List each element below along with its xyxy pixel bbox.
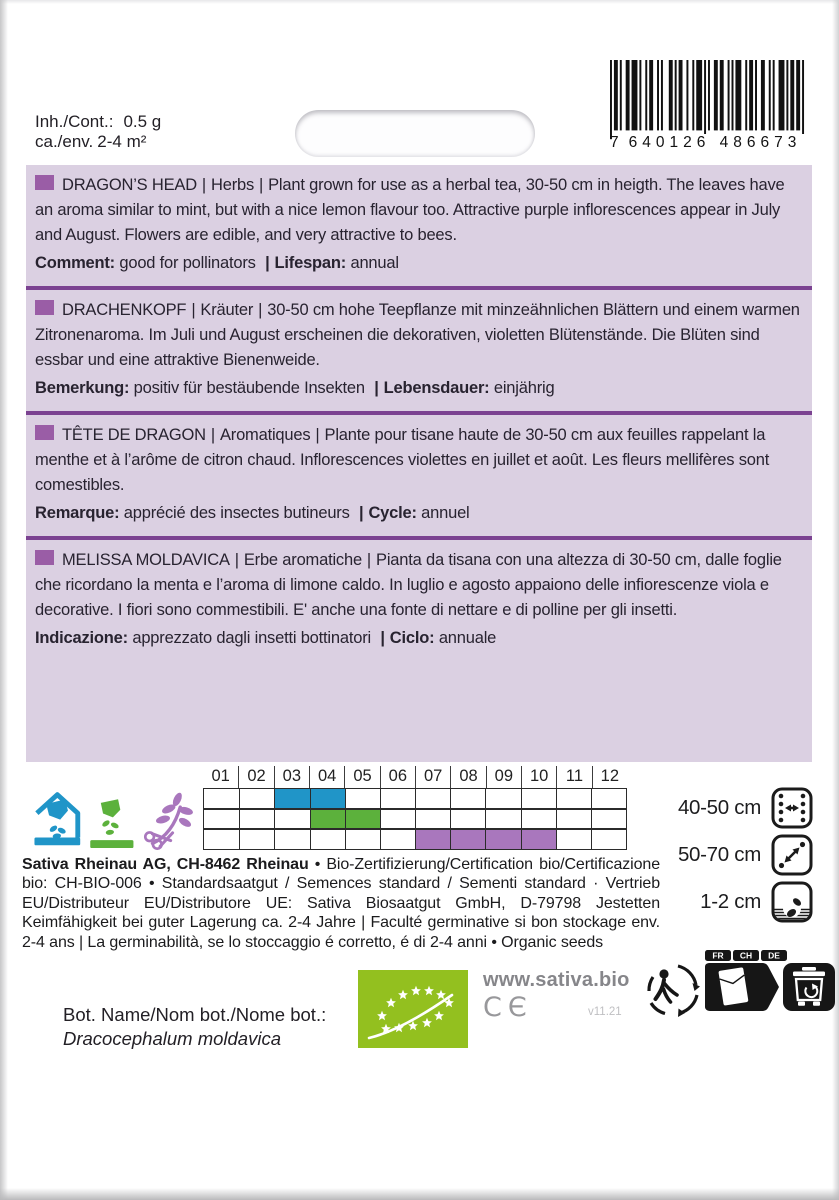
eu-leaf-stars-icon <box>358 970 468 1048</box>
disposal-tab-ch: CH <box>739 950 753 961</box>
description-en: Plant grown for use as a herbal tea, 30-50 cm in heigth. The leaves have an aroma similar to mint, but with a nice lemon flavour too. Attractive purple inflorescences appear in July and August. Flowers are edible, and very attractive to bees. <box>35 176 785 244</box>
separator: | <box>234 551 239 569</box>
category-en: Herbs <box>211 176 255 194</box>
calendar-cell <box>274 789 309 808</box>
barcode-digits-right: 486673 <box>715 134 806 152</box>
calendar-cell <box>521 830 556 849</box>
variety-title-it: MELISSA MOLDAVICA <box>62 551 230 569</box>
separator: | <box>258 301 263 319</box>
calendar-cell <box>485 789 520 808</box>
cycle-text: annuale <box>438 629 497 647</box>
separator: | <box>201 176 207 194</box>
botanical-name: Dracocephalum moldavica <box>63 1028 281 1049</box>
packet-edge-bottom <box>0 1188 839 1200</box>
note-text: apprécié des insectes butineurs <box>123 504 350 522</box>
barcode <box>610 60 806 152</box>
cycle-label: Lebensdauer: <box>383 379 490 397</box>
separator: | <box>210 426 215 444</box>
calendar-month-label: 03 <box>274 766 309 788</box>
description-it: Pianta da tisana con una altezza di 30-50 cm, dalle foglie che ricordano la menta e l’aroma di limone caldo. In luglio e agosto appaiono delle infiorescenze viola e decorative. I fiori sono commestibili. E' anche una fonte di nettare e di polline per gli insetti. <box>35 551 782 619</box>
calendar-month-header <box>203 766 627 788</box>
calendar-month-label: 09 <box>486 766 521 788</box>
packet-edge-top <box>0 0 839 4</box>
calendar-cell <box>415 789 450 808</box>
note-label: Bemerkung: <box>35 379 130 397</box>
calendar-cell <box>239 830 274 849</box>
separator: | <box>315 426 320 444</box>
separator: | <box>265 254 270 272</box>
calendar-month-label: 08 <box>450 766 485 788</box>
calendar-cell <box>591 810 626 829</box>
note-line-it <box>35 626 803 651</box>
section-bullet-icon <box>35 550 54 565</box>
cycle-text: einjährig <box>493 379 555 397</box>
category-it: Erbe aromatiche <box>243 551 362 569</box>
separator: | <box>191 301 196 319</box>
row-spacing-value: 40-50 cm <box>677 796 761 819</box>
hang-hole-cutout <box>295 110 535 157</box>
separator: | <box>380 629 385 647</box>
packet-edge-left <box>0 0 8 1200</box>
cycle-label: Lifespan: <box>274 254 347 272</box>
note-line-fr <box>35 501 803 526</box>
calendar-row-sowing-under-glass <box>204 789 626 810</box>
note-label: Indicazione: <box>35 629 128 647</box>
coverage-value: 2-4 m² <box>97 132 147 151</box>
packet-edge-right <box>832 0 839 1200</box>
calendar-cell <box>204 789 239 808</box>
website-url: www.sativa.bio <box>483 969 630 991</box>
calendar-cell <box>274 830 309 849</box>
variety-title-en: DRAGON’S HEAD <box>62 176 197 194</box>
content-value: 0.5 g <box>123 112 162 131</box>
description-de: 30-50 cm hohe Teepflanze mit minzeähnlichen Blättern und einem warmen Zitronenaroma. Im Juli und August erscheinen die dekorativen, violetten Blütenstände. Die Blüten sind essbar und eine attraktive Bienenweide. <box>35 301 800 369</box>
spec-row-spacing <box>664 785 814 831</box>
harvest-icon <box>141 789 193 850</box>
calendar-cell <box>591 789 626 808</box>
company-certification-text <box>22 855 660 952</box>
calendar-cell <box>556 789 591 808</box>
calendar-month-label: 01 <box>211 767 230 785</box>
plant-spacing-value: 50-70 cm <box>677 843 761 866</box>
section-english <box>26 165 812 286</box>
calendar-month-label: 12 <box>592 766 627 788</box>
disposal-tab-de: DE <box>768 950 780 961</box>
plant-spacing-icon <box>770 833 814 877</box>
calendar-cell <box>345 830 380 849</box>
calendar-cell <box>380 789 415 808</box>
calendar-cell <box>415 830 450 849</box>
calendar-legend-icons <box>33 784 193 850</box>
calendar-cell <box>521 810 556 829</box>
calendar-cell <box>450 810 485 829</box>
calendar-cell <box>521 789 556 808</box>
calendar-cell <box>310 830 345 849</box>
calendar-cell <box>450 830 485 849</box>
spec-sowing-depth <box>664 879 814 925</box>
cycle-label: Cycle: <box>368 504 417 522</box>
note-label: Remarque: <box>35 504 120 522</box>
note-text: good for pollinators <box>119 254 256 272</box>
calendar-row-harvest <box>204 830 626 849</box>
barcode-digits <box>610 134 806 152</box>
calendar-cell <box>556 810 591 829</box>
cycle-text: annual <box>350 254 399 272</box>
coverage-label: ca./env. <box>35 132 94 151</box>
description-block <box>26 165 812 762</box>
calendar-month-label: 07 <box>415 766 450 788</box>
note-line-en <box>35 251 803 276</box>
section-italian <box>26 540 812 661</box>
calendar-cell <box>239 810 274 829</box>
barcode-digits-left: 640126 <box>624 134 715 152</box>
variety-title-de: DRACHENKOPF <box>62 301 187 319</box>
calendar-cell <box>345 810 380 829</box>
separator: | <box>366 551 372 569</box>
sowing-under-glass-icon <box>33 788 82 850</box>
company-name: Sativa Rheinau AG, CH-8462 Rheinau <box>22 856 309 873</box>
spec-plant-spacing <box>664 832 814 878</box>
ce-mark: CЄ <box>483 992 533 1023</box>
note-line-de <box>35 376 803 401</box>
content-info <box>35 112 161 152</box>
calendar-month-label: 10 <box>521 766 556 788</box>
cycle-label: Ciclo: <box>389 629 435 647</box>
calendar-month-label: 04 <box>309 766 344 788</box>
description-fr: Plante pour tisane haute de 30-50 cm aux feuilles rappelant la menthe et à l’arôme de citron chaud. Inflorescences violettes en juillet et août. Les fleurs mellifères sont comestibles. <box>35 426 770 494</box>
separator: | <box>374 379 379 397</box>
section-bullet-icon <box>35 425 54 440</box>
calendar-row-direct-sowing <box>204 810 626 831</box>
calendar-cell <box>310 810 345 829</box>
calendar-cell <box>415 810 450 829</box>
category-de: Kräuter <box>200 301 254 319</box>
calendar-cell <box>380 830 415 849</box>
variety-title-fr: TÊTE DE DRAGON <box>62 426 206 444</box>
eu-organic-logo <box>358 970 468 1048</box>
note-text: apprezzato dagli insetti bottinatori <box>132 629 371 647</box>
calendar-cell <box>485 810 520 829</box>
calendar-month-label: 05 <box>344 766 379 788</box>
calendar-cell <box>450 789 485 808</box>
section-bullet-icon <box>35 300 54 315</box>
calendar-cell <box>591 830 626 849</box>
section-german <box>26 290 812 411</box>
separator: | <box>359 504 364 522</box>
calendar-cell <box>274 810 309 829</box>
calendar-cell <box>380 810 415 829</box>
calendar-cell <box>204 810 239 829</box>
content-label: Inh./Cont.: <box>35 112 114 131</box>
note-label: Comment: <box>35 254 115 272</box>
disposal-tab-fr: FR <box>712 950 724 961</box>
direct-sowing-icon <box>89 797 135 850</box>
version-label: v11.21 <box>588 1006 622 1018</box>
botanical-name-label: Bot. Name/Nom bot./Nome bot.: <box>63 1004 327 1025</box>
triman-recycling-icon <box>645 962 701 1018</box>
calendar-cell <box>239 789 274 808</box>
calendar-cell <box>556 830 591 849</box>
sowing-depth-value: 1-2 cm <box>700 890 761 913</box>
cycle-text: annuel <box>421 504 470 522</box>
calendar-cell <box>310 789 345 808</box>
certification-text: • Bio-Zertifizierung/Certification bio/Certificazione bio: CH-BIO-006 • Standardsaatgut / Semences standard / Sementi standard · Vertrieb EU/Distributeur EU/Distributore UE: Sativa Biosaatgut GmbH, D-79798 Jestetten Keimfähigkeit bei guter Lagerung ca. 2-4 Jahre | Faculté germinative si bon stockage env. 2-4 ans | La germinabilità, se lo stoccaggio é corretto, é di 2-4 anni • Organic seeds <box>22 856 661 951</box>
calendar-month-label: 06 <box>380 766 415 788</box>
barcode-digit-lead: 7 <box>610 134 619 151</box>
botanical-name-block <box>63 1003 326 1051</box>
calendar-month-label: 02 <box>238 766 273 788</box>
sowing-depth-icon <box>770 880 814 924</box>
calendar-grid-body <box>203 788 627 850</box>
calendar-cell <box>345 789 380 808</box>
sowing-calendar <box>203 766 627 850</box>
packaging-disposal-icon <box>703 950 837 1012</box>
separator: | <box>259 176 264 194</box>
calendar-cell <box>485 830 520 849</box>
calendar-cell <box>204 830 239 849</box>
row-spacing-icon <box>770 786 814 830</box>
calendar-month-label: 11 <box>556 766 591 788</box>
section-french <box>26 415 812 536</box>
category-fr: Aromatiques <box>219 426 311 444</box>
note-text: positiv für bestäubende Insekten <box>133 379 365 397</box>
section-bullet-icon <box>35 175 54 190</box>
